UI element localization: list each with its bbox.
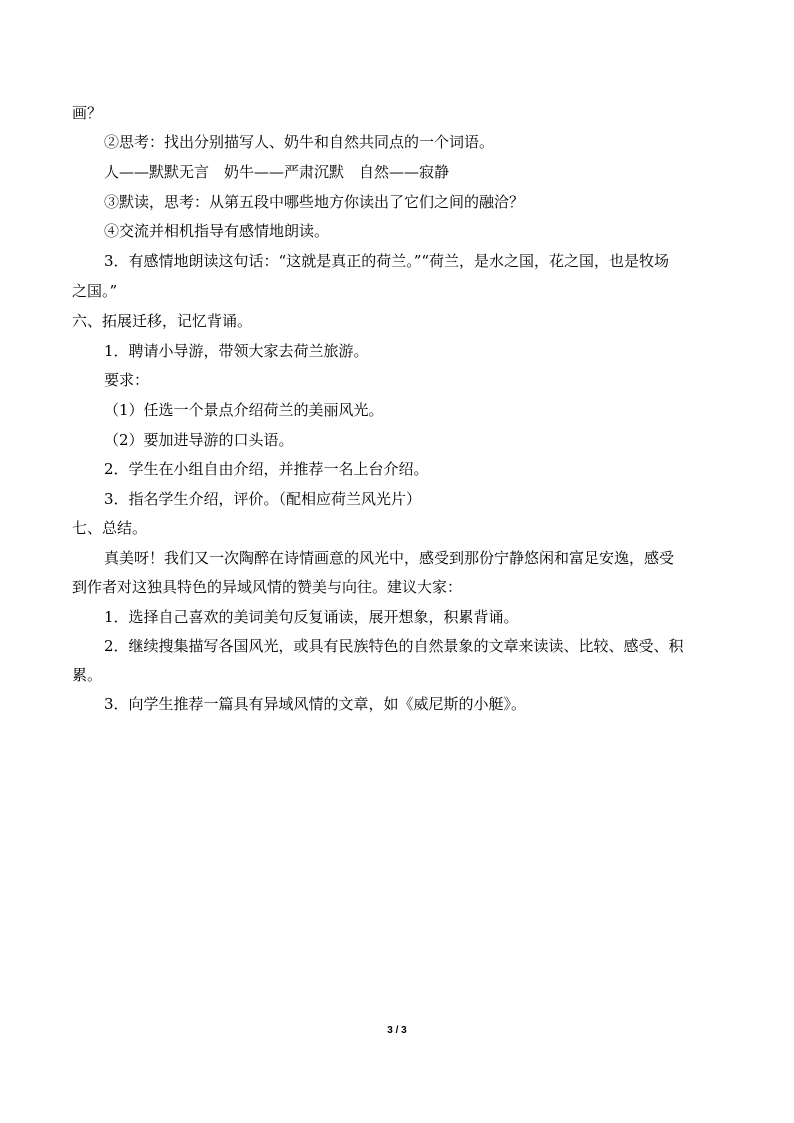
text-line: 2．学生在小组自由介绍，并推荐一名上台介绍。 [104,460,429,478]
text-line: （2）要加进导游的口头语。 [104,431,294,449]
text-line: （1）任选一个景点介绍荷兰的美丽风光。 [104,401,384,419]
text-line: 要求： [104,371,150,389]
text-line: ③默读，思考：从第五段中哪些地方你读出了它们之间的融洽？ [104,193,525,211]
text-line: 3．向学生推荐一篇具有异域风情的文章，如《威尼斯的小艇》。 [104,695,527,713]
text-line: 3．指名学生介绍，评价。（配相应荷兰风光片） [104,490,422,508]
text-line: 3．有感情地朗读这句话：“这就是真正的荷兰。”“荷兰，是水之国，花之国，也是牧场 [104,252,670,270]
page-number: 3 / 3 [387,1025,407,1036]
text-line: ②思考：找出分别描写人、奶牛和自然共同点的一个词语。 [104,133,495,151]
text-line: 1．聘请小导游，带领大家去荷兰旅游。 [104,342,369,360]
text-line: 画？ [72,104,103,122]
text-line: 真美呀！我们又一次陶醉在诗情画意的风光中，感受到那份宁静悠闲和富足安逸，感受 [104,549,675,567]
text-line: 人——默默无言 奶牛——严肃沉默 自然——寂静 [104,163,450,181]
text-line: ④交流并相机指导有感情地朗读。 [104,222,330,240]
text-line: 到作者对这独具特色的异域风情的赞美与向往。建议大家： [72,578,463,596]
section-heading: 七、总结。 [72,519,148,537]
text-line: 累。 [72,666,103,684]
text-line: 1．选择自己喜欢的美词美句反复诵读，展开想象，积累背诵。 [104,608,519,626]
section-heading: 六、拓展迁移，记忆背诵。 [72,312,253,330]
text-line: 2．继续搜集描写各国风光，或具有民族特色的自然景象的文章来读读、比较、感受、积 [104,637,684,655]
text-line: 之国。” [72,282,118,300]
